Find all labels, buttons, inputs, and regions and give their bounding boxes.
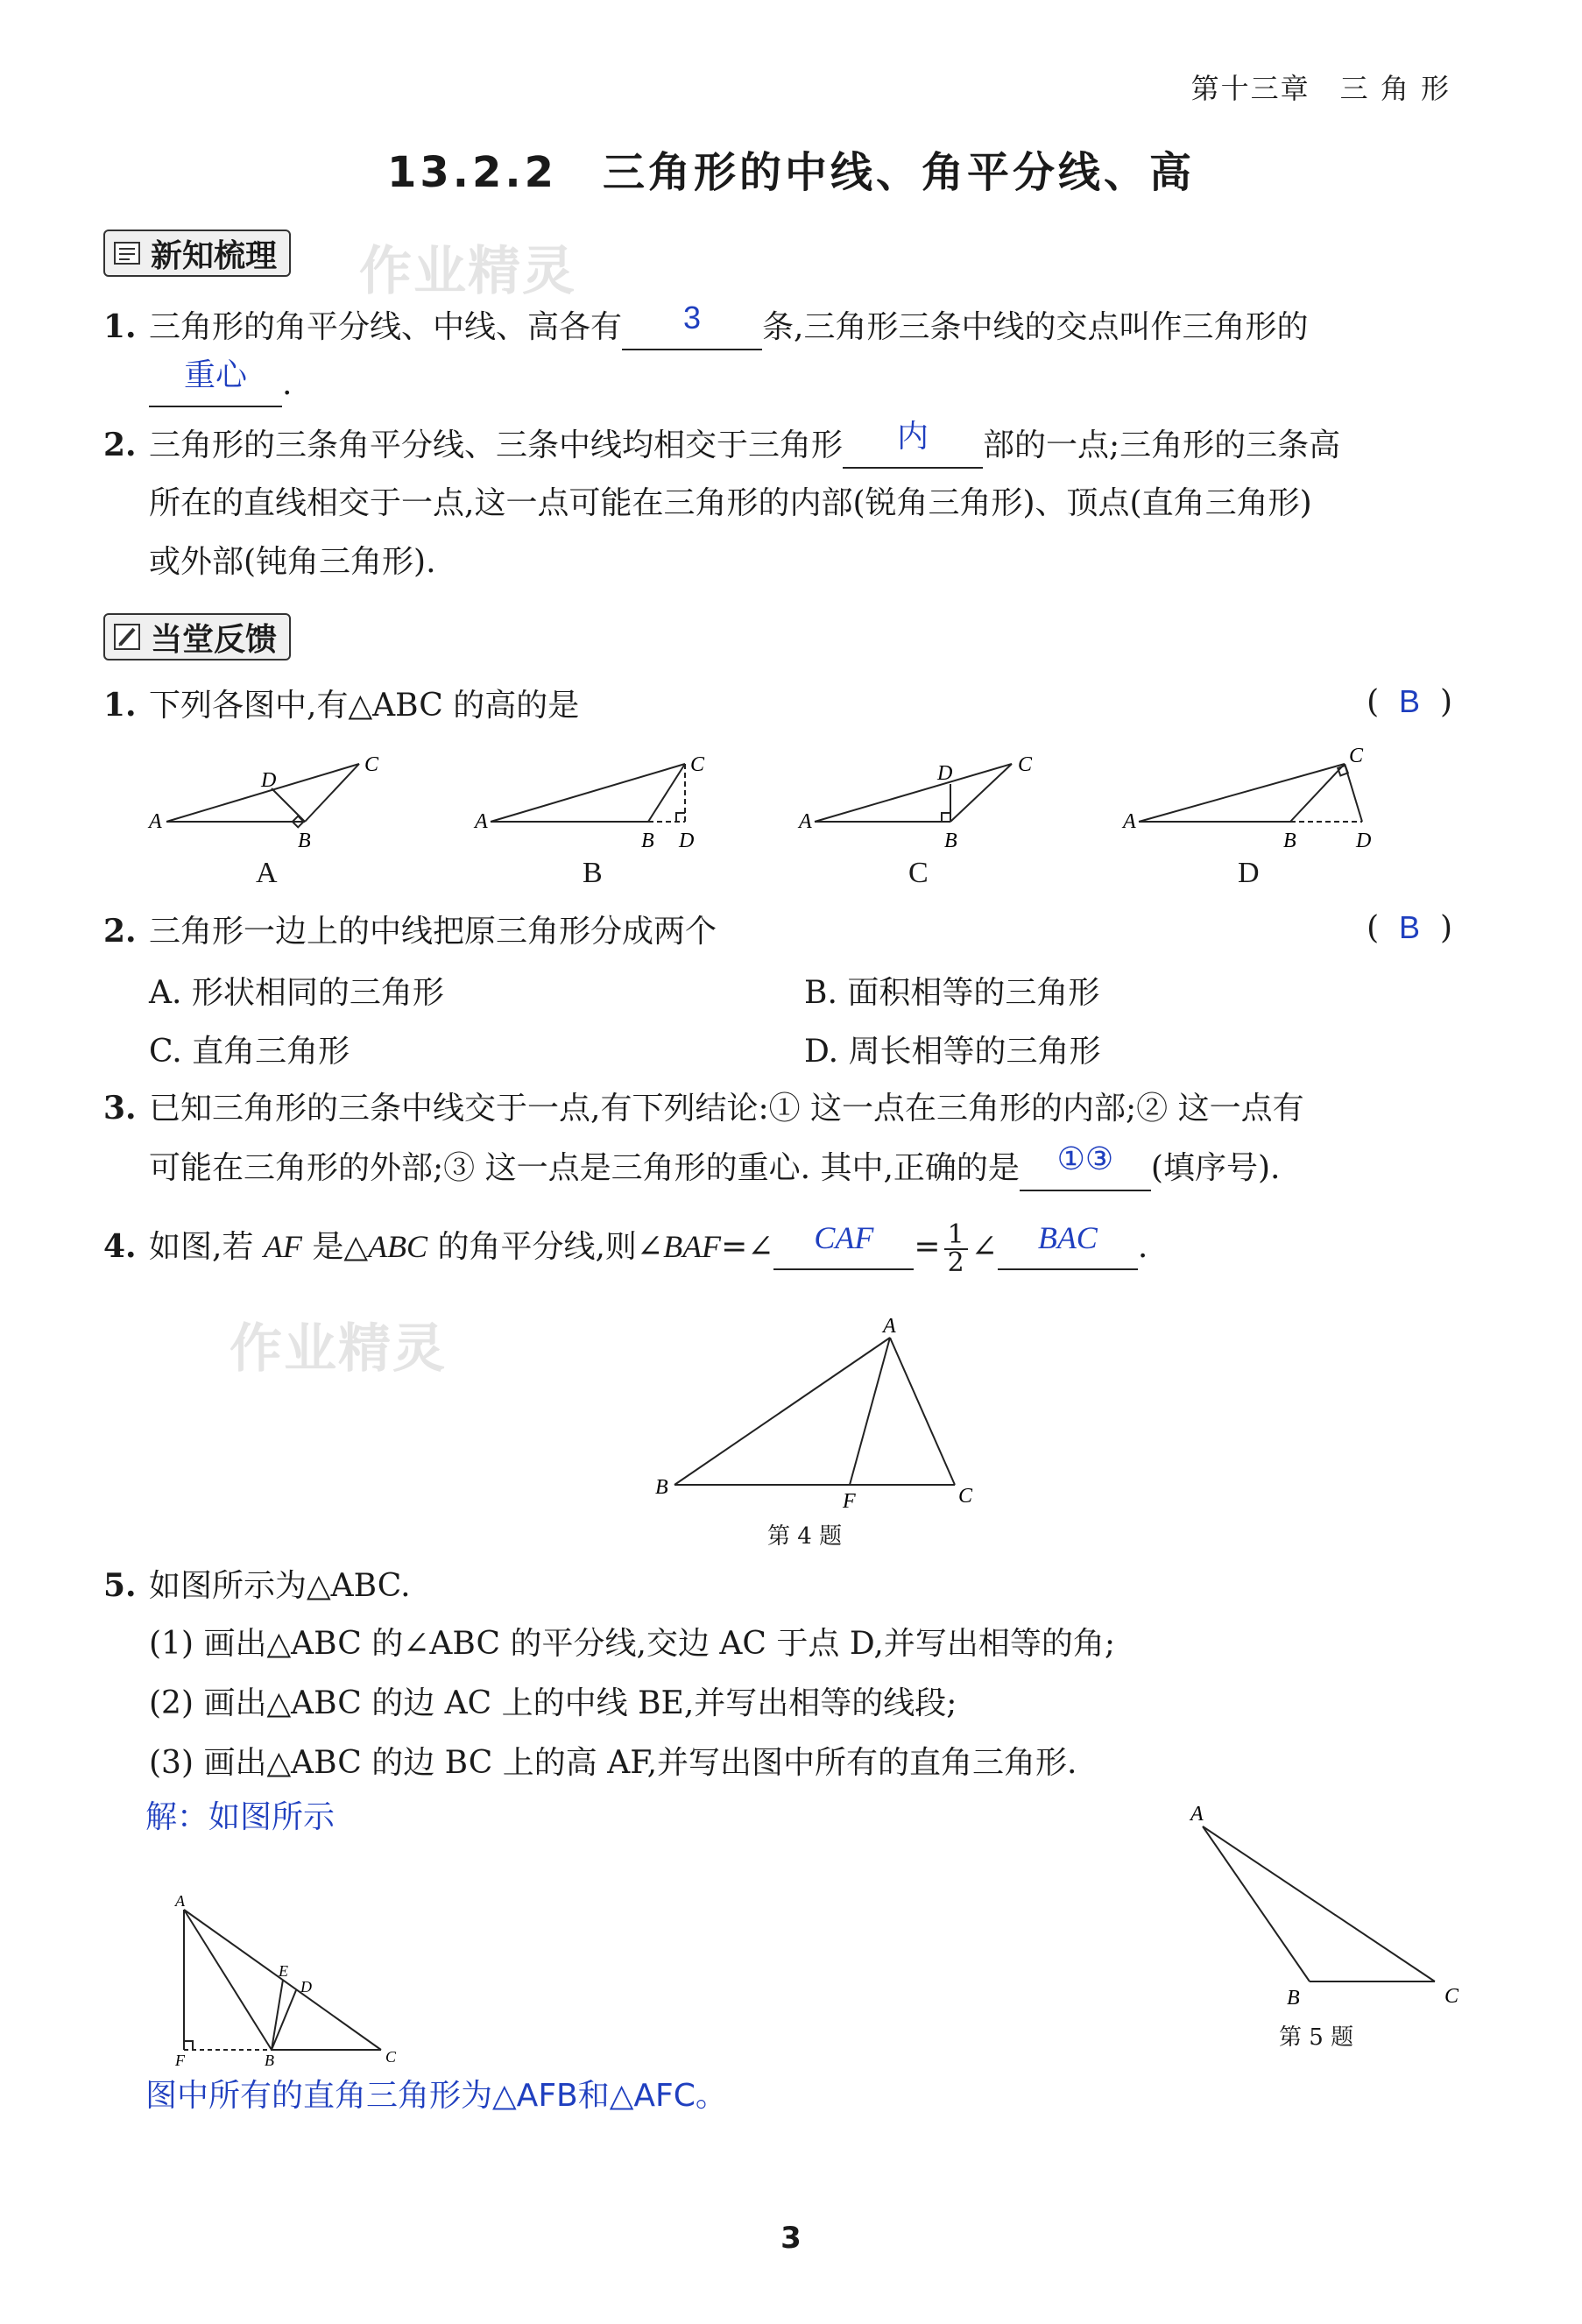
fig-c-label-c: C bbox=[1018, 753, 1033, 776]
figure-D bbox=[1139, 764, 1362, 822]
fig4-label-b: B bbox=[655, 1476, 668, 1499]
fig-caption-d: D bbox=[1238, 857, 1260, 889]
s2-q4-eq: =∠ bbox=[721, 1229, 774, 1265]
s2-q5-part1: (1) 画出△ABC 的∠ABC 的平分线,交边 AC 于点 D,并写出相等的角; bbox=[149, 1626, 1115, 1662]
s2-q3-text2: 可能在三角形的外部;③ 这一点是三角形的重心. 其中,正确的是 bbox=[149, 1150, 1020, 1186]
s1-q1-number: 1. bbox=[103, 308, 137, 345]
fig-caption-b: B bbox=[583, 857, 603, 889]
s1-q2-line1 bbox=[103, 418, 1470, 469]
s2-q4-frac-den: 2 bbox=[947, 1247, 964, 1278]
s2-q5-part3: (3) 画出△ABC 的边 BC 上的高 AF,并写出图中所有的直角三角形. bbox=[149, 1745, 1077, 1781]
sol-label-e: E bbox=[279, 1962, 288, 1980]
s2-q4-fraction bbox=[944, 1219, 968, 1278]
s2-q1-answer-paren: ( B ) bbox=[1367, 683, 1452, 720]
s2-q2-option-a: A. 形状相同的三角形 bbox=[149, 975, 444, 1011]
s1-q2-text2: 部的一点;三角形的三条高 bbox=[983, 427, 1341, 463]
sol-label-f: F bbox=[175, 2052, 185, 2067]
s2-q3-blank bbox=[1020, 1141, 1151, 1191]
fig-d-label-c: C bbox=[1349, 745, 1364, 767]
s2-q1-number: 1. bbox=[103, 687, 137, 724]
s2-q4-text: 如图,若 bbox=[149, 1229, 264, 1265]
s1-q1-answer1: 3 bbox=[683, 300, 702, 336]
s2-q3-line1 bbox=[103, 1086, 1470, 1131]
section-badge-new-knowledge bbox=[103, 230, 291, 277]
s2-q4-angle: ∠ bbox=[971, 1229, 998, 1265]
s2-q5-solution-figure bbox=[158, 1892, 420, 2067]
fig-caption-c: C bbox=[908, 857, 929, 889]
s2-q2-option-d: D. 周长相等的三角形 bbox=[804, 1034, 1101, 1070]
section-badge-feedback bbox=[103, 613, 291, 660]
s2-q5-number: 5. bbox=[103, 1567, 137, 1604]
s1-q2-line3: 或外部(钝角三角形). bbox=[149, 544, 436, 580]
pencil-icon bbox=[112, 622, 142, 652]
fig4-label-a: A bbox=[883, 1318, 896, 1338]
s2-q4-frac-num: 1 bbox=[944, 1222, 968, 1250]
s2-q4-answer1: CAF bbox=[814, 1220, 874, 1255]
s1-q2-number: 2. bbox=[103, 427, 137, 463]
sol-label-b: B bbox=[265, 2052, 274, 2067]
s2-q5-solution: 解：如图所示 bbox=[145, 1799, 335, 1835]
s2-q4-figure bbox=[648, 1318, 990, 1511]
s1-q2-text: 三角形的三条角平分线、三条中线均相交于三角形 bbox=[149, 427, 844, 463]
fig4-label-f: F bbox=[843, 1490, 856, 1511]
s2-q4-answer2: BAC bbox=[1037, 1220, 1098, 1255]
s2-q2-line bbox=[103, 909, 1470, 954]
s2-q4-abc: ABC bbox=[368, 1229, 428, 1264]
fig-c-label-d: D bbox=[937, 762, 953, 785]
s2-q2-text: 三角形一边上的中线把原三角形分成两个 bbox=[149, 914, 717, 950]
s2-q3-post: (填序号). bbox=[1150, 1150, 1281, 1186]
s2-q4-af: AF bbox=[263, 1229, 302, 1264]
section-badge-label: 当堂反馈 bbox=[151, 621, 278, 658]
s2-q4-line bbox=[103, 1219, 1470, 1278]
fig4-label-c: C bbox=[958, 1485, 973, 1508]
s2-q3-line2 bbox=[149, 1141, 1515, 1191]
fig-d-label-b: B bbox=[1283, 830, 1296, 852]
fig-b-label-a: A bbox=[475, 810, 488, 833]
s2-q4-end: . bbox=[1137, 1229, 1148, 1265]
s2-q2-answer: B bbox=[1399, 909, 1421, 945]
s2-q1-answer: B bbox=[1399, 683, 1421, 719]
fig-a-label-a: A bbox=[149, 810, 162, 833]
s2-q1-line bbox=[103, 683, 1470, 728]
s2-q5-figure bbox=[1178, 1796, 1476, 2006]
s1-q1-text2: 条,三角形三条中线的交点叫作三角形的 bbox=[762, 309, 1309, 345]
book-icon bbox=[112, 238, 142, 268]
fig-b-label-d: D bbox=[679, 830, 695, 852]
section-badge-label: 新知梳理 bbox=[151, 237, 278, 274]
figure-B bbox=[491, 764, 685, 822]
chapter-header: 第十三章 三 角 形 bbox=[1190, 72, 1451, 105]
s1-q2-blank bbox=[843, 418, 983, 469]
s1-q1-line1 bbox=[103, 300, 1470, 350]
page-number: 3 bbox=[780, 2221, 802, 2256]
s1-q1-text: 三角形的角平分线、中线、高各有 bbox=[149, 309, 623, 345]
s2-q3-answer: ①③ bbox=[1056, 1141, 1114, 1176]
fig5-caption: 第 5 题 bbox=[1279, 2024, 1354, 2051]
s2-q2-option-b: B. 面积相等的三角形 bbox=[804, 975, 1100, 1011]
watermark: 作业精灵 bbox=[359, 241, 576, 302]
fig5-label-b: B bbox=[1287, 1987, 1300, 2006]
s1-q2-line2: 所在的直线相交于一点,这一点可能在三角形的内部(锐角三角形)、顶点(直角三角形) bbox=[149, 485, 1312, 521]
figure-C bbox=[815, 764, 1012, 822]
s1-q1-line2 bbox=[149, 357, 1515, 407]
s2-q3-text: 已知三角形的三条中线交于一点,有下列结论:① 这一点在三角形的内部;② 这一点有 bbox=[149, 1091, 1304, 1127]
s1-q2-answer: 内 bbox=[897, 418, 929, 454]
s2-q4-text3: 的角平分线,则∠ bbox=[427, 1229, 664, 1265]
s2-q5-conclusion: 图中所有的直角三角形为△AFB和△AFC。 bbox=[145, 2078, 727, 2114]
s2-q5-line bbox=[103, 1564, 1470, 1608]
s2-q4-number: 4. bbox=[103, 1228, 137, 1265]
fig5-label-c: C bbox=[1444, 1985, 1459, 2006]
s1-q1-end: . bbox=[282, 366, 293, 402]
fig-c-label-a: A bbox=[799, 810, 812, 833]
s2-q2-answer-paren: ( B ) bbox=[1367, 909, 1452, 946]
fig-d-label-d: D bbox=[1356, 830, 1372, 852]
s1-q1-answer2: 重心 bbox=[183, 357, 247, 392]
fig-a-label-b: B bbox=[298, 830, 311, 852]
fig-a-label-d: D bbox=[261, 769, 277, 792]
s2-q1-figures bbox=[140, 745, 1419, 894]
s2-q2-number: 2. bbox=[103, 913, 137, 950]
page-title: 13.2.2 三角形的中线、角平分线、高 bbox=[386, 148, 1196, 197]
s2-q1-text: 下列各图中,有△ABC 的高的是 bbox=[149, 688, 580, 724]
fig-caption-a: A bbox=[256, 857, 278, 889]
s2-q5-part2: (2) 画出△ABC 的边 AC 上的中线 BE,并写出相等的线段; bbox=[149, 1685, 957, 1721]
fig-d-label-a: A bbox=[1123, 810, 1136, 833]
sol-label-c: C bbox=[385, 2048, 397, 2066]
s2-q4-baf: BAF bbox=[663, 1229, 722, 1264]
s2-q4-blank1 bbox=[773, 1220, 914, 1270]
fig-b-label-b: B bbox=[641, 830, 654, 852]
fig-b-label-c: C bbox=[690, 753, 705, 776]
sol-label-a: A bbox=[175, 1892, 185, 1910]
fig4-caption: 第 4 题 bbox=[767, 1523, 843, 1550]
s1-q1-blank1 bbox=[622, 300, 762, 350]
s2-q5-intro: 如图所示为△ABC. bbox=[149, 1568, 411, 1604]
sol-label-d: D bbox=[300, 1978, 312, 1996]
s2-q4-eq2: = bbox=[914, 1229, 941, 1265]
s2-q3-number: 3. bbox=[103, 1090, 137, 1127]
s2-q4-text2: 是△ bbox=[301, 1229, 369, 1265]
watermark: 作业精灵 bbox=[230, 1318, 447, 1380]
fig5-label-a: A bbox=[1190, 1803, 1204, 1826]
s2-q2-option-c: C. 直角三角形 bbox=[149, 1034, 350, 1070]
s1-q1-blank2 bbox=[149, 357, 282, 407]
fig-c-label-b: B bbox=[944, 830, 957, 852]
s2-q4-blank2 bbox=[998, 1220, 1138, 1270]
fig-a-label-c: C bbox=[364, 753, 379, 776]
